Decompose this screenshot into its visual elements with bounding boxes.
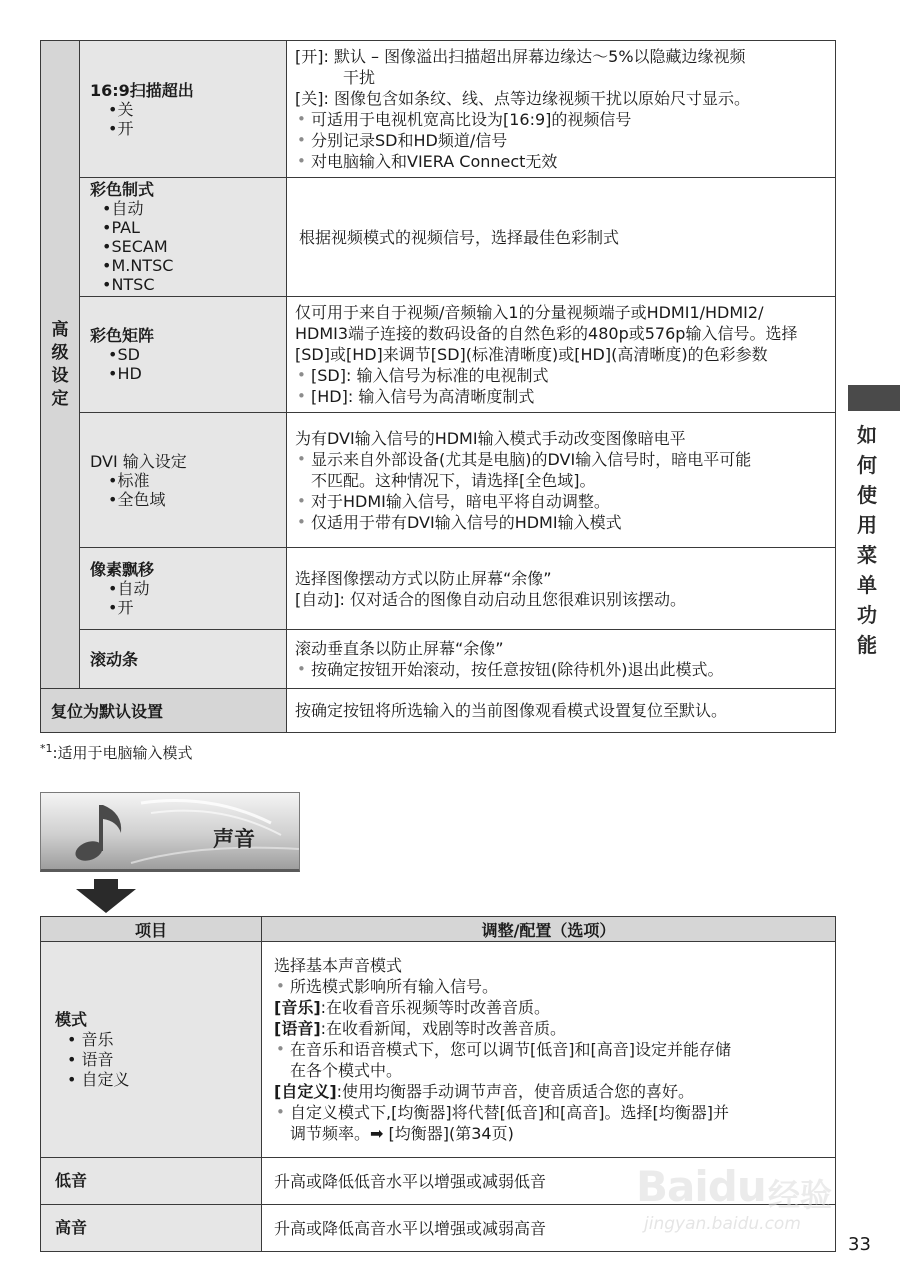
item-dvi-input: DVI 输入设定 •标准 •全色域 — [80, 413, 287, 548]
table-row — [41, 630, 836, 689]
item-16-9-overscan: 16:9扫描超出 •关 •开 — [80, 41, 287, 178]
item-color-system: 彩色制式 •自动 •PAL •SECAM •M.NTSC •NTSC — [80, 178, 287, 297]
sound-section-banner — [40, 792, 300, 872]
desc-color-matrix: 仅可用于来自于视频/音频输入1的分量视频端子或HDMI1/HDMI2/ HDMI3端子连接的数码设备的自然色彩的480p或576p输入信号。选择 [SD]或[HD]来调节[SD](标准清晰度)或[HD](高清晰度)的色彩参数 • [SD]: 输入信号为标准的电视制式 • [HD]: 输入信号为高清晰度制式 — [287, 297, 836, 413]
banner-title: 声音 — [213, 827, 255, 851]
desc-color-system: 根据视频模式的视频信号，选择最佳色彩制式 — [287, 178, 836, 297]
page-number: 33 — [848, 1234, 871, 1255]
group-label-advanced: 高 级 设 定 — [41, 41, 80, 689]
table-header-row — [41, 917, 836, 942]
item-color-matrix: 彩色矩阵 •SD •HD — [80, 297, 287, 413]
desc-dvi-input: 为有DVI输入信号的HDMI输入模式手动改变图像暗电平 • 显示来自外部设备(尤其是电脑)的DVI输入信号时，暗电平可能 不匹配。这种情况下，请选择[全色域]。 • 对于HDMI输入信号，暗电平将自动调整。 • 仅适用于带有DVI输入信号的HDMI输入模式 — [287, 413, 836, 548]
reset-defaults-label: 复位为默认设置 — [41, 689, 287, 733]
table-row — [41, 297, 836, 413]
down-arrow-icon — [76, 879, 136, 913]
item-treble: 高音 — [41, 1205, 262, 1252]
desc-16-9-overscan: [开]: 默认 – 图像溢出扫描超出屏幕边缘达～5%以隐藏边缘视频 干扰 [关]: 图像包含如条纹、线、点等边缘视频干扰以原始尺寸显示。 • 可适用于电视机宽高比设为[16:9]的视频信号 • 分别记录SD和HD频道/信号 • 对电脑输入和VIERA Connect无效 — [287, 41, 836, 178]
table-row — [41, 548, 836, 630]
item-pixel-orbiter: 像素飘移 •自动 •开 — [80, 548, 287, 630]
header-adjustment: 调整/配置（选项） — [262, 917, 836, 942]
reset-defaults-desc: 按确定按钮将所选输入的当前图像观看模式设置复位至默认。 — [287, 689, 836, 733]
item-scrolling-bar: 滚动条 — [80, 630, 287, 689]
desc-scrolling-bar: 滚动垂直条以防止屏幕“余像” • 按确定按钮开始滚动，按任意按钮(除待机外)退出此模式。 — [287, 630, 836, 689]
table-row — [41, 178, 836, 297]
music-note-icon — [71, 799, 131, 863]
side-tab-label: 如 何 使 用 菜 单 功 能 — [857, 423, 877, 657]
desc-mode: 选择基本声音模式 • 所选模式影响所有输入信号。 [音乐]:在收看音乐视频等时改善音质。 [语音]:在收看新闻，戏剧等时改善音质。 • 在音乐和语音模式下，您可以调节[低音]和[高音]设定并能存储 在各个模式中。 [自定义]:使用均衡器手动调节声音，使音质适合您的喜好。 • 自定义模式下,[均衡器]将代替[低音]和[高音]。选择[均衡器]并 调节频率。➡ [均衡器](第34页) — [262, 942, 836, 1158]
footnote: $^{*1}$:适用于电脑输入模式 — [40, 742, 193, 762]
side-tab-bar — [848, 385, 900, 411]
item-mode: 模式 • 音乐 • 语音 • 自定义 — [41, 942, 262, 1158]
header-item: 项目 — [41, 917, 262, 942]
watermark: Baidu 经验 jingyan.baidu.com — [636, 1162, 833, 1234]
table-row — [41, 41, 836, 178]
desc-treble: 升高或降低高音水平以增强或减弱高音 — [262, 1205, 836, 1252]
advanced-settings-table — [40, 40, 836, 733]
table-row — [41, 942, 836, 1158]
table-row — [41, 689, 836, 733]
item-bass: 低音 — [41, 1158, 262, 1205]
desc-pixel-orbiter: 选择图像摆动方式以防止屏幕“余像” [自动]: 仅对适合的图像自动启动且您很难识别该摆动。 — [287, 548, 836, 630]
desc-bass: 升高或降低低音水平以增强或减弱低音 — [262, 1158, 836, 1205]
table-row — [41, 413, 836, 548]
